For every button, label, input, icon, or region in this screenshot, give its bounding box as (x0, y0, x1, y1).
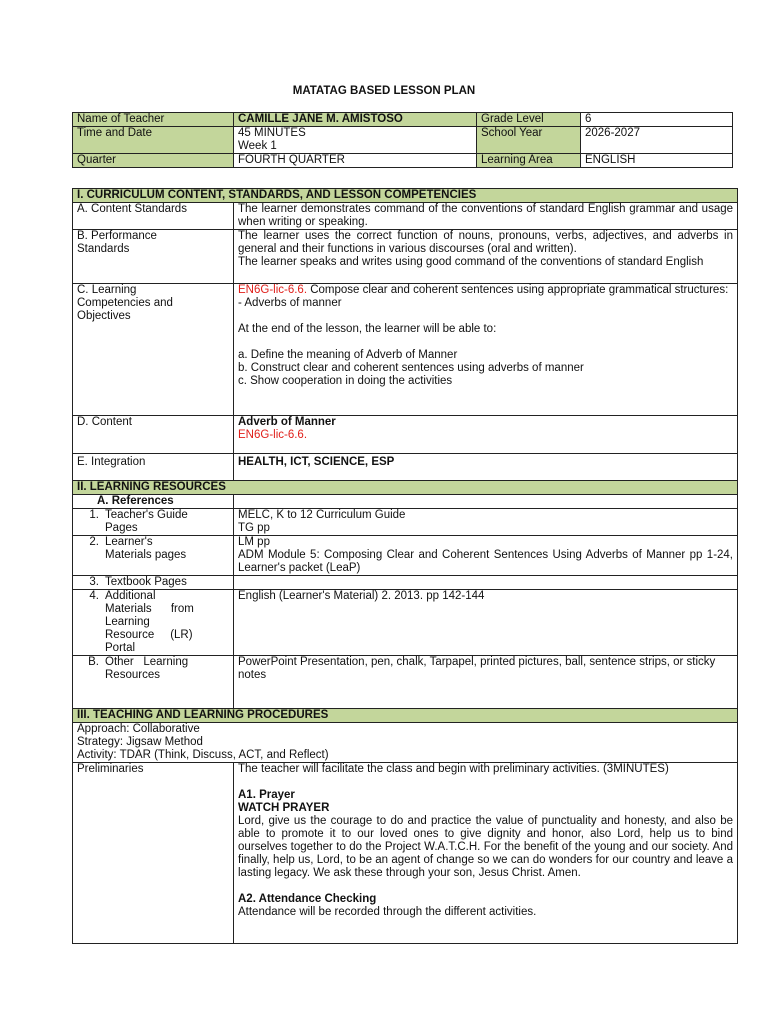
info-row-quarter (73, 154, 733, 168)
strategy-text: Strategy: Jigsaw Method (77, 736, 203, 748)
teachers-guide-num: 1. (89, 509, 99, 521)
row-approach (73, 723, 738, 763)
textbook-pages-label-text: Textbook Pages (105, 576, 187, 588)
competencies-text (234, 284, 738, 416)
other-resources-num: B. (88, 656, 99, 668)
additional-materials-line-4: Resource (LR) (105, 629, 193, 641)
learners-materials-value-2: ADM Module 5: Composing Clear and Coherent Sentences Using Adverbs of Manner pp 1-24, Learner's packet (LeaP) (238, 549, 734, 574)
row-additional-materials (73, 590, 738, 656)
preliminaries-intro: The teacher will facilitate the class and begin with preliminary activities. (3MINUTES) (238, 763, 669, 775)
section-1-header (73, 189, 738, 203)
teacher-info-table (72, 112, 733, 168)
row-references (73, 495, 738, 509)
teacher-label: Name of Teacher (73, 113, 234, 127)
integration-label: E. Integration (73, 454, 234, 481)
objective-c: c. Show cooperation in doing the activities (238, 375, 453, 387)
quarter-value: FOURTH QUARTER (234, 154, 477, 168)
row-teachers-guide (73, 509, 738, 536)
area-label: Learning Area (477, 154, 581, 168)
competency-code: EN6G-lic-6.6. (238, 284, 308, 296)
section-1-heading: I. CURRICULUM CONTENT, STANDARDS, AND LESSON COMPETENCIES (73, 189, 738, 203)
performance-standards-text (234, 230, 738, 284)
teachers-guide-value (234, 509, 738, 536)
textbook-pages-num: 3. (89, 576, 99, 588)
learners-materials-label (73, 536, 234, 576)
info-row-time (73, 127, 733, 154)
additional-materials-line-5: Portal (105, 642, 136, 654)
info-row-teacher (73, 113, 733, 127)
attendance-heading: A2. Attendance Checking (238, 893, 377, 905)
preliminaries-label: Preliminaries (73, 763, 234, 944)
row-content (73, 416, 738, 454)
section-2-header (73, 481, 738, 495)
teachers-guide-label-line-2: Pages (105, 522, 138, 534)
grade-label: Grade Level (477, 113, 581, 127)
content-standards-label: A. Content Standards (73, 203, 234, 230)
content-code: EN6G-lic-6.6. (238, 429, 308, 441)
additional-materials-line-3: Learning (105, 616, 150, 628)
content-label: D. Content (73, 416, 234, 454)
references-empty (234, 495, 738, 509)
activity-text: Activity: TDAR (Think, Discuss, ACT, and Reflect) (77, 749, 329, 761)
content-standards-text: The learner demonstrates command of the conventions of standard English grammar and usage when writing or speaking. (234, 203, 738, 230)
grade-value: 6 (581, 113, 733, 127)
content-cell (234, 416, 738, 454)
learners-materials-label-line-2: Materials pages (105, 549, 187, 561)
page-title: MATATAG BASED LESSON PLAN (292, 85, 476, 97)
teachers-guide-label (73, 509, 234, 536)
integration-text: HEALTH, ICT, SCIENCE, ESP (234, 454, 738, 481)
teachers-guide-value-1: MELC, K to 12 Curriculum Guide (238, 509, 406, 521)
section-3-header (73, 709, 738, 723)
objective-b: b. Construct clear and coherent sentences using adverbs of manner (238, 362, 584, 374)
quarter-label: Quarter (73, 154, 234, 168)
additional-materials-value: English (Learner's Material) 2. 2013. pp 142-144 (234, 590, 738, 656)
additional-materials-num: 4. (89, 590, 99, 602)
time-label: Time and Date (73, 127, 234, 154)
other-resources-label-line-1: Other Learning (105, 656, 189, 668)
competencies-label-line-1: C. Learning (77, 284, 137, 296)
learners-materials-value-1: LM pp (238, 536, 270, 548)
competency-statement (238, 284, 733, 310)
teachers-guide-value-2: TG pp (238, 522, 270, 534)
objective-a: a. Define the meaning of Adverb of Manner (238, 349, 458, 361)
other-resources-value: PowerPoint Presentation, pen, chalk, Tarpapel, printed pictures, ball, sentence strips, or sticky notes (234, 656, 738, 709)
section-3-heading: III. TEACHING AND LEARNING PROCEDURES (73, 709, 738, 723)
learners-materials-label-line-1: Learner's (105, 536, 153, 548)
references-label: A. References (73, 495, 234, 509)
additional-materials-line-1: Additional (105, 590, 156, 602)
textbook-pages-label (73, 576, 234, 590)
preliminaries-content (234, 763, 738, 944)
textbook-pages-value (234, 576, 738, 590)
attendance-text: Attendance will be recorded through the different activities. (238, 906, 537, 918)
prayer-heading: A1. Prayer (238, 789, 295, 801)
time-value (234, 127, 477, 154)
section-2-heading: II. LEARNING RESOURCES (73, 481, 738, 495)
performance-label-line-1: B. Performance (77, 230, 157, 242)
other-resources-label (73, 656, 234, 709)
approach-text: Approach: Collaborative (77, 723, 200, 735)
time-value-week: Week 1 (238, 140, 277, 152)
row-performance-standards (73, 230, 738, 284)
row-integration (73, 454, 738, 481)
area-value: ENGLISH (581, 154, 733, 168)
prayer-text: Lord, give us the courage to do and practice the value of punctuality and honesty, and also be able to promote it to our loved ones to give dignity and honor, also Lord, help us to bind ourselves together to do the Project W.A.T.C.H. For the benefit of the young and our society. And finally, help us, Lord, to be an agent of change so we can do wonders for our country and leave a lasting legacy. We ask these through your son, Jesus Christ. Amen. (238, 815, 734, 879)
row-competencies (73, 284, 738, 416)
row-other-resources (73, 656, 738, 709)
year-value: 2026-2027 (581, 127, 733, 154)
row-learners-materials (73, 536, 738, 576)
row-textbook-pages (73, 576, 738, 590)
additional-materials-label (73, 590, 234, 656)
competency-text: Compose clear and coherent sentences using appropriate grammatical structures: - Adverbs of manner (238, 284, 729, 309)
content-title: Adverb of Manner (238, 416, 336, 428)
performance-text-2: The learner speaks and writes using good command of the conventions of standard English (238, 256, 704, 268)
teachers-guide-label-line-1: Teacher's Guide (105, 509, 188, 521)
competencies-label-line-2: Competencies and (77, 297, 173, 309)
lesson-plan-table (72, 188, 738, 944)
performance-label-line-2: Standards (77, 243, 130, 255)
time-value-duration: 45 MINUTES (238, 127, 306, 139)
competencies-label-line-3: Objectives (77, 310, 131, 322)
year-label: School Year (477, 127, 581, 154)
row-content-standards (73, 203, 738, 230)
approach-cell (73, 723, 738, 763)
additional-materials-line-2: Materials from (105, 603, 194, 615)
learners-materials-value (234, 536, 738, 576)
performance-text-1: The learner uses the correct function of nouns, pronouns, verbs, adjectives, and adverbs in general and their functions in various discourses (oral and written). (238, 230, 734, 255)
other-resources-label-line-2: Resources (105, 669, 160, 681)
competencies-label (73, 284, 234, 416)
performance-standards-label (73, 230, 234, 284)
objectives-intro: At the end of the lesson, the learner will be able to: (238, 323, 497, 335)
learners-materials-num: 2. (89, 536, 99, 548)
prayer-title: WATCH PRAYER (238, 802, 330, 814)
teacher-value: CAMILLE JANE M. AMISTOSO (234, 113, 477, 127)
row-preliminaries (73, 763, 738, 944)
